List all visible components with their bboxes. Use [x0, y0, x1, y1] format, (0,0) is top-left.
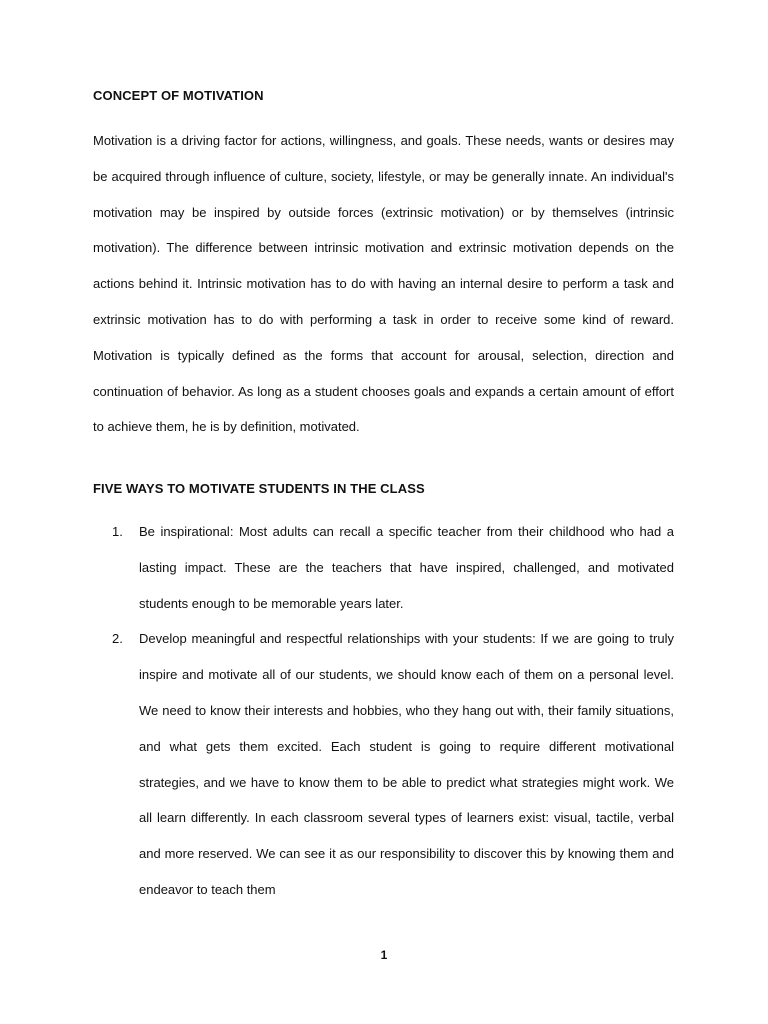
section-heading-five-ways: FIVE WAYS TO MOTIVATE STUDENTS IN THE CLASS	[93, 481, 425, 496]
paragraph-motivation-definition: Motivation is a driving factor for actions, willingness, and goals. These needs, wants or desires may be acquired through influence of culture, society, lifestyle, or may be generally innate. An individual's motivation may be inspired by outside forces (extrinsic motivation) or by themselves (intrinsic motivation). The difference between intrinsic motivation and extrinsic motivation depends on the actions behind it. Intrinsic motivation has to do with having an internal desire to perform a task and extrinsic motivation has to do with performing a task in order to receive some kind of reward. Motivation is typically defined as the forms that account for arousal, selection, direction and continuation of behavior. As long as a student chooses goals and expands a certain amount of effort to achieve them, he is by definition, motivated.	[93, 133, 674, 435]
list-item-number: 1.	[112, 524, 123, 539]
list-item-number: 2.	[112, 631, 123, 647]
list-item-text: Be inspirational: Most adults can recall a specific teacher from their childhood who had a lasting impact. These are the teachers that have inspired, challenged, and motivated students enough to be memorable years later.	[139, 524, 674, 611]
list-item-text: Develop meaningful and respectful relationships with your students: If we are going to truly inspire and motivate all of our students, we should know each of them on a personal level. We need to know their interests and hobbies, who they hang out with, their family situations, and what gets them excited. Each student is going to require different motivational strategies, and we have to know them to be able to predict what strategies might work. We all learn differently. In each classroom several types of learners exist: visual, tactile, verbal and more reserved. We can see it as our responsibility to discover this by knowing them and endeavor to teach them	[139, 631, 674, 897]
section-heading-concept: CONCEPT OF MOTIVATION	[93, 88, 264, 103]
list-item	[93, 621, 674, 907]
list-item	[93, 514, 674, 621]
numbered-list	[93, 514, 674, 908]
page-number: 1	[380, 948, 388, 962]
